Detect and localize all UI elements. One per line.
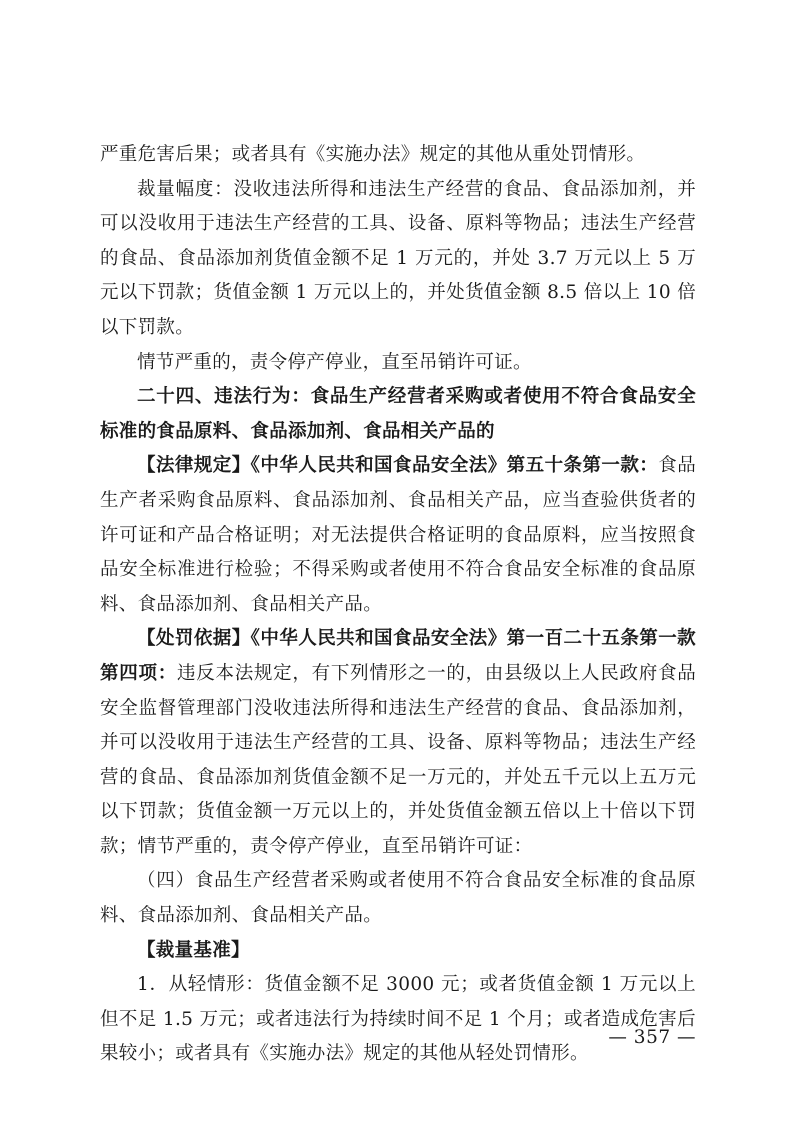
paragraph-legal-provision [100, 449, 696, 622]
page-number: — 357 — [608, 1027, 696, 1048]
paragraph-item-four: （四）食品生产经营者采购或者使用不符合食品安全标准的食品原料、食品添加剂、食品相关产品。 [100, 870, 696, 927]
paragraph-aggravating-end: 严重危害后果；或者具有《实施办法》规定的其他从重处罚情形。 [100, 144, 646, 165]
legal-provision-text: 食品生产者采购食品原料、食品添加剂、食品相关产品，应当查验供货者的许可证和产品合格证明；对无法提供合格证明的食品原料，应当按照食品安全标准进行检验；不得采购或者使用不符合食品安全标准的食品原料、食品添加剂、食品相关产品。 [100, 455, 696, 615]
penalty-basis-label: 【处罚依据】《中华人民共和国食品安全法》第一百二十五条第一款第四项： [100, 628, 696, 684]
document-body [100, 138, 696, 1072]
discretion-standard-heading: 【裁量基准】 [137, 939, 250, 961]
paragraph-serious-circumstances: 情节严重的，责令停产停业，直至吊销许可证。 [137, 351, 532, 373]
paragraph-mitigating-circumstances: 1．从轻情形：货值金额不足 3000 元；或者货值金额 1 万元以上但不足 1.5 万元；或者违法行为持续时间不足 1 个月；或者造成危害后果较小；或者具有《实施办法》规定的其他从轻处罚情形。 [100, 974, 696, 1065]
paragraph-penalty-basis [100, 622, 696, 864]
section-heading-24: 二十四、违法行为：食品生产经营者采购或者使用不符合食品安全标准的食品原料、食品添加剂、食品相关产品的 [100, 386, 696, 442]
paragraph-discretion-range: 裁量幅度：没收违法所得和违法生产经营的食品、食品添加剂，并可以没收用于违法生产经营的工具、设备、原料等物品；违法生产经营的食品、食品添加剂货值金额不足 1 万元的，并处 3.7 万元以上 5 万元以下罚款；货值金额 1 万元以上的，并处货值金额 8.5 倍以上 10 倍以下罚款。 [100, 178, 696, 338]
legal-provision-label: 【法律规定】《中华人民共和国食品安全法》第五十条第一款： [137, 455, 659, 477]
penalty-basis-text: 违反本法规定，有下列情形之一的，由县级以上人民政府食品安全监督管理部门没收违法所得和违法生产经营的食品、食品添加剂，并可以没收用于违法生产经营的工具、设备、原料等物品；违法生产经营的食品、食品添加剂货值金额不足一万元的，并处五千元以上五万元以下罚款；货值金额一万元以上的，并处货值金额五倍以上十倍以下罚款；情节严重的，责令停产停业，直至吊销许可证： [100, 662, 697, 857]
